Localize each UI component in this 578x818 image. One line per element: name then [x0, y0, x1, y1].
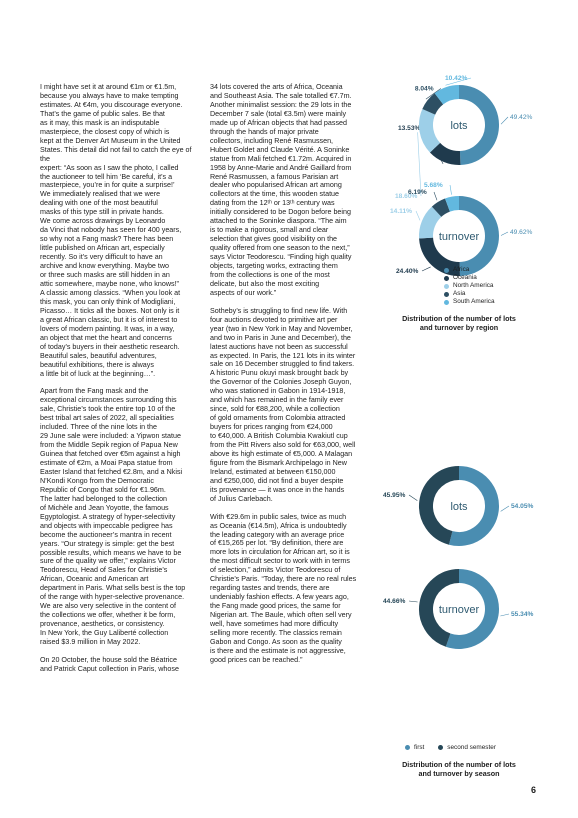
- legend-item-north-america: [444, 282, 495, 290]
- legend-label: Asia: [453, 290, 466, 298]
- leader-line: [501, 506, 509, 511]
- legend-label: North America: [453, 282, 494, 290]
- legend-dot: [444, 276, 449, 281]
- leader-line: [434, 192, 437, 200]
- legend-item-second-semester: [438, 744, 496, 751]
- legend-season: [405, 744, 496, 751]
- legend-label: first: [414, 744, 425, 751]
- donut-segment: [447, 203, 459, 205]
- paragraph: On 20 October, the house sold the Béatrice and Patrick Caput collection in Paris, whose: [40, 655, 179, 673]
- paragraph: With €29.6m in public sales, twice as much as Oceania (€14.5m), Africa is undoubtedly the leading category with an average price of €15,265 per lot. “By definition, there are more lots in circulation for African art, so it is the most difficult sector to work with in terms of selection,” admits Victor Teodorescu of Christie’s Paris. “Today, there are no real rules regarding tastes and trends, there are undeniably fashion effects. A few years ago, the Fang made good prices, the same for Nigerian art. The Baule, which often sell very well, have sometimes had more difficulty selling more recently. The classics remain Gabon and Congo. As soon as the quality is there and the estimate is not aggressive, good prices can be reached.”: [210, 512, 357, 664]
- leader-line: [422, 267, 431, 271]
- data-label: 8.04%: [414, 85, 434, 93]
- leader-line: [500, 614, 509, 616]
- data-label: 49.62%: [510, 229, 533, 236]
- data-label: 6.19%: [408, 189, 427, 196]
- legend-dot: [444, 292, 449, 297]
- page-number: 6: [531, 785, 537, 795]
- legend-dot: [444, 284, 449, 289]
- leader-line: [416, 211, 420, 220]
- donut-segment: [426, 112, 435, 148]
- caption-season: Distribution of the number of lots and turnover by season: [402, 760, 516, 778]
- leader-line: [501, 117, 508, 124]
- legend-dot: [444, 268, 449, 273]
- donut-chart-lots-by-season: [380, 445, 540, 560]
- paragraph: 34 lots covered the arts of Africa, Oceania and Southeast Asia. The sale totalled €7.7m. Another minimalist session: the 29 lots in the December 7 sale (total €3.5m) were mainly made up of African objects that had passed through the hands of major private collectors, including René Rasmussen, Hubert Goldet and Claude Vérité. A Soninke statue from Mali fetched €1.72m. Acquired in 1958 by Anne-Marie and André Gaillard from René Rasmussen, a famous Parisian art dealer who popularised African art among collectors at the time, this wooden statue dating from the 12ᵗʰ or 13ᵗʰ century was initially considered to be Dogon before being attached to the Soninke diaspora. “The aim is to make a rigorous, small and clear selection that gives good visibility on the quality offered from one season to the next,” says Victor Teodorescu. “Finding high quality objects, targeting works, extracting them from the collections is one of the most delicate, but also the most exciting aspects of our work.”: [210, 83, 352, 297]
- legend-dot: [438, 745, 443, 750]
- legend-item-south-america: [444, 298, 495, 306]
- donut-segment: [426, 212, 437, 238]
- article-column-1: [40, 83, 203, 683]
- donut-segment: [435, 148, 460, 158]
- paragraph: Apart from the Fang mask and the exceptional circumstances surrounding this sale, Christie’s took the entire top 10 of the best tribal art sales of 2022, all specialities included. Three of the nine lots in the 29 June sale were included: a Yipwon statue from the Middle Sepik region of Papua New Guinea that fetched over €5m against a high estimate of €2m, a Moai Papa statue from Easter Island that fetched €2.8m, and a Nkisi N’Kondi Kongo from the Democratic Republic of Congo that sold for €1.96m. The latter had belonged to the collection of Michèle and Jean Yoyotte, the famous Egyptologist. A strategy of hyper-selectivity and objects with impeccable pedigree has become the auctioneer’s mantra in recent years. “Our strategy is simple: get the best possible results, which means we have to be sure of the quality we offer,” explains Victor Teodorescu, Head of Sales for Christie’s African, Oceanic and American art department in Paris. What sells best is the top of the range with hyper-selective provenance. We are also very selective in the content of the collections we offer, whether it be form, provenance, aesthetics, or consistency. In New York, the Guy Laliberté collection raised $3.9 million in May 2022.: [40, 387, 186, 647]
- data-label: 44.66%: [383, 598, 406, 605]
- paragraph: Sotheby’s is struggling to find new life. With four auctions devoted to primitive art per year (two in New York in May and November, and two in Paris in June and December), the latest auctions have not been as successful as expected. In Paris, the 121 lots in its winter sale on 16 December struggled to find takers. A historic Punu okuyi mask brought back by the Governor of the Colonies Joseph Guyon, who was stationed in Gabon in 1914-1918, and which has remained in the family ever since, sold for €88,200, while a collection of gold ornaments from Colombia attracted buyers for prices ranging from €24,000 to €40,000. A British Columbia Kwakiutl cup from the Pitt Rivers also sold for €63,000, well above its high estimate of €5,000. A Malagan figure from the Bismark Archipelago in New Ireland, estimated at between €150,000 and €250,000, did not find a buyer despite its provenance — it was once in the hands of Julius Carlebach.: [210, 306, 356, 503]
- data-label: 54.05%: [511, 503, 534, 510]
- legend-region: [444, 266, 495, 306]
- legend-item-first: [405, 744, 424, 751]
- leader-line: [409, 601, 418, 602]
- data-label: 24.40%: [396, 268, 419, 275]
- leader-line: [501, 232, 508, 235]
- donut-center-title: turnover: [438, 604, 480, 616]
- leader-line: [450, 185, 452, 195]
- data-label: 55.34%: [511, 611, 534, 618]
- data-label: 49.42%: [510, 114, 533, 121]
- data-label: 45.95%: [383, 492, 406, 499]
- legend-label: South America: [453, 298, 495, 306]
- data-label: 14.11%: [390, 208, 412, 215]
- paragraph: I might have set it at around €1m or €1.5m, because you always have to make tempting estimates. At €4m, you discourage everyone. That’s the game of public sales. Be that as it may, this mask is an indisputable masterpiece, the closest copy of which is kept at the Denver Art Museum in the United States. This detail did not fail to catch the eye of the expert: “As soon as I saw the photo, I called the auctioneer to tell him ‘Be careful, it’s a masterpiece, you’re in for quite a surprise!’ We immediately realised that we were dealing with one of the most beautiful masks of this type still in private hands. We come across drawings by Leonardo da Vinci that nobody has seen for 400 years, so why not a Fang mask? There has been little published on African art, especially recently. So it’s very difficult to have an archive and know everything. Maybe two or three such masks are still hidden in an attic somewhere, maybe none, who knows!” A classic among classics. “When you look at this mask, you can only think of Modigliani, Picasso… It ticks all the boxes. Not only is it a great African classic, but it is of interest to lovers of modern painting. It was, in a way, an object that met the heart and concerns of today’s buyers in their aesthetic research. Beautiful sales, beautiful adventures, beautiful exhibitions, there is always a little bit of luck at the beginning…”.: [40, 83, 192, 378]
- donut-segment: [429, 99, 439, 112]
- legend-dot: [405, 745, 410, 750]
- legend-item-oceania: [444, 274, 495, 282]
- legend-label: second semester: [447, 744, 496, 751]
- donut-chart-turnover-by-season: [380, 552, 540, 667]
- data-label: 10.42%: [445, 75, 468, 82]
- legend-label: Africa: [453, 266, 470, 273]
- article-column-2: [210, 83, 373, 674]
- legend-dot: [444, 300, 449, 305]
- data-label: 13.53%: [398, 125, 421, 132]
- donut-center-title: turnover: [438, 231, 480, 243]
- legend-item-asia: [444, 290, 495, 298]
- donut-segment: [437, 205, 448, 212]
- leader-line: [409, 495, 417, 501]
- donut-center-title: lots: [450, 501, 468, 513]
- legend-label: Oceania: [453, 274, 477, 282]
- caption-region: Distribution of the number of lots and turnover by region: [402, 314, 516, 332]
- donut-center-title: lots: [450, 120, 468, 132]
- legend-item-africa: [444, 266, 495, 274]
- donut-segment: [439, 92, 459, 99]
- data-label: 5.68%: [424, 182, 443, 189]
- data-label: 18.60%: [395, 193, 418, 200]
